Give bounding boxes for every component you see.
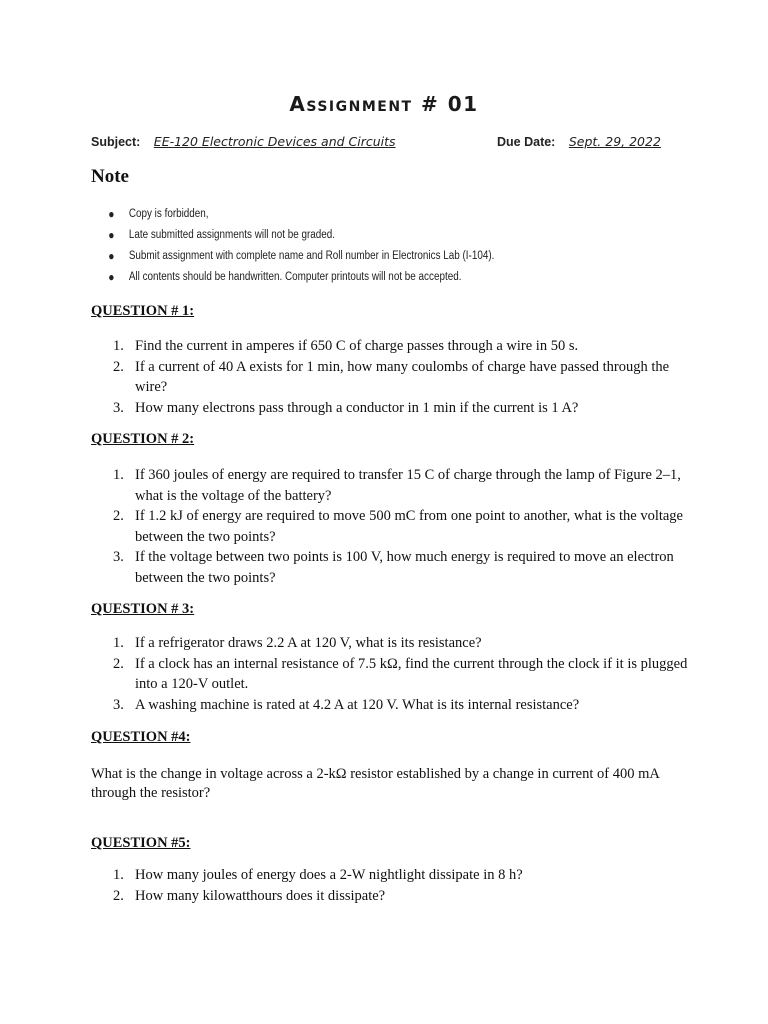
note-heading: Note <box>91 166 129 187</box>
question-item: 2. If a clock has an internal resistance of 7.5 kΩ, find the current through the clock if it is plugged into a 120-V outlet. <box>113 655 688 692</box>
note-list <box>91 204 494 288</box>
note-item: ● Submit assignment with complete name and Roll number in Electronics Lab (I-104). <box>129 246 495 267</box>
question-item: 1. If 360 joules of energy are required to transfer 15 C of charge through the lamp of Figure 2–1, what is the voltage of the battery? <box>113 467 681 504</box>
question-item: 3. How many electrons pass through a conductor in 1 min if the current is 1 A? <box>113 399 579 416</box>
bullet-icon: ● <box>108 228 115 242</box>
question-item: 2. If a current of 40 A exists for 1 min, how many coulombs of charge have passed through the wire? <box>113 358 670 395</box>
note-item: ● Late submitted assignments will not be graded. <box>129 225 495 246</box>
note-item: ● Copy is forbidden, <box>129 204 495 225</box>
question-item: 3. A washing machine is rated at 4.2 A at 120 V. What is its internal resistance? <box>113 696 580 713</box>
question-3-list <box>91 633 691 715</box>
question-2-heading: QUESTION # 2: <box>91 431 195 447</box>
bullet-icon: ● <box>108 270 115 284</box>
page-title: Assignment # 01 <box>289 92 479 116</box>
question-4-heading: QUESTION #4: <box>91 729 191 745</box>
question-4-text: What is the change in voltage across a 2-kΩ resistor established by a change in current of 400 mA through the resistor? <box>91 766 660 801</box>
note-item: ● All contents should be handwritten. Computer printouts will not be accepted. <box>129 267 495 288</box>
subject-value: EE-120 Electronic Devices and Circuits <box>153 134 396 149</box>
question-item: 3. If the voltage between two points is 100 V, how much energy is required to move an electron between the two points? <box>113 549 674 586</box>
question-item: 2. If 1.2 kJ of energy are required to move 500 mC from one point to another, what is the voltage between the two points? <box>113 508 683 545</box>
subject-label: Subject: <box>91 135 141 149</box>
bullet-icon: ● <box>108 207 115 221</box>
due-date-line <box>497 134 661 149</box>
question-item: 1. If a refrigerator draws 2.2 A at 120 V, what is its resistance? <box>113 635 482 651</box>
question-item: 1. Find the current in amperes if 650 C of charge passes through a wire in 50 s. <box>113 338 579 354</box>
question-5-list <box>91 865 691 906</box>
question-1-list <box>91 336 691 418</box>
question-item: 1. How many joules of energy does a 2-W nightlight dissipate in 8 h? <box>113 867 523 883</box>
subject-line <box>91 134 396 149</box>
question-3-heading: QUESTION # 3: <box>91 601 195 617</box>
question-1-heading: QUESTION # 1: <box>91 303 195 319</box>
due-date-label: Due Date: <box>497 135 556 149</box>
question-2-list <box>91 465 691 588</box>
question-item: 2. How many kilowatthours does it dissipate? <box>113 887 386 904</box>
question-5-heading: QUESTION #5: <box>91 835 191 851</box>
bullet-icon: ● <box>108 249 115 263</box>
due-date-value: Sept. 29, 2022 <box>568 134 661 149</box>
